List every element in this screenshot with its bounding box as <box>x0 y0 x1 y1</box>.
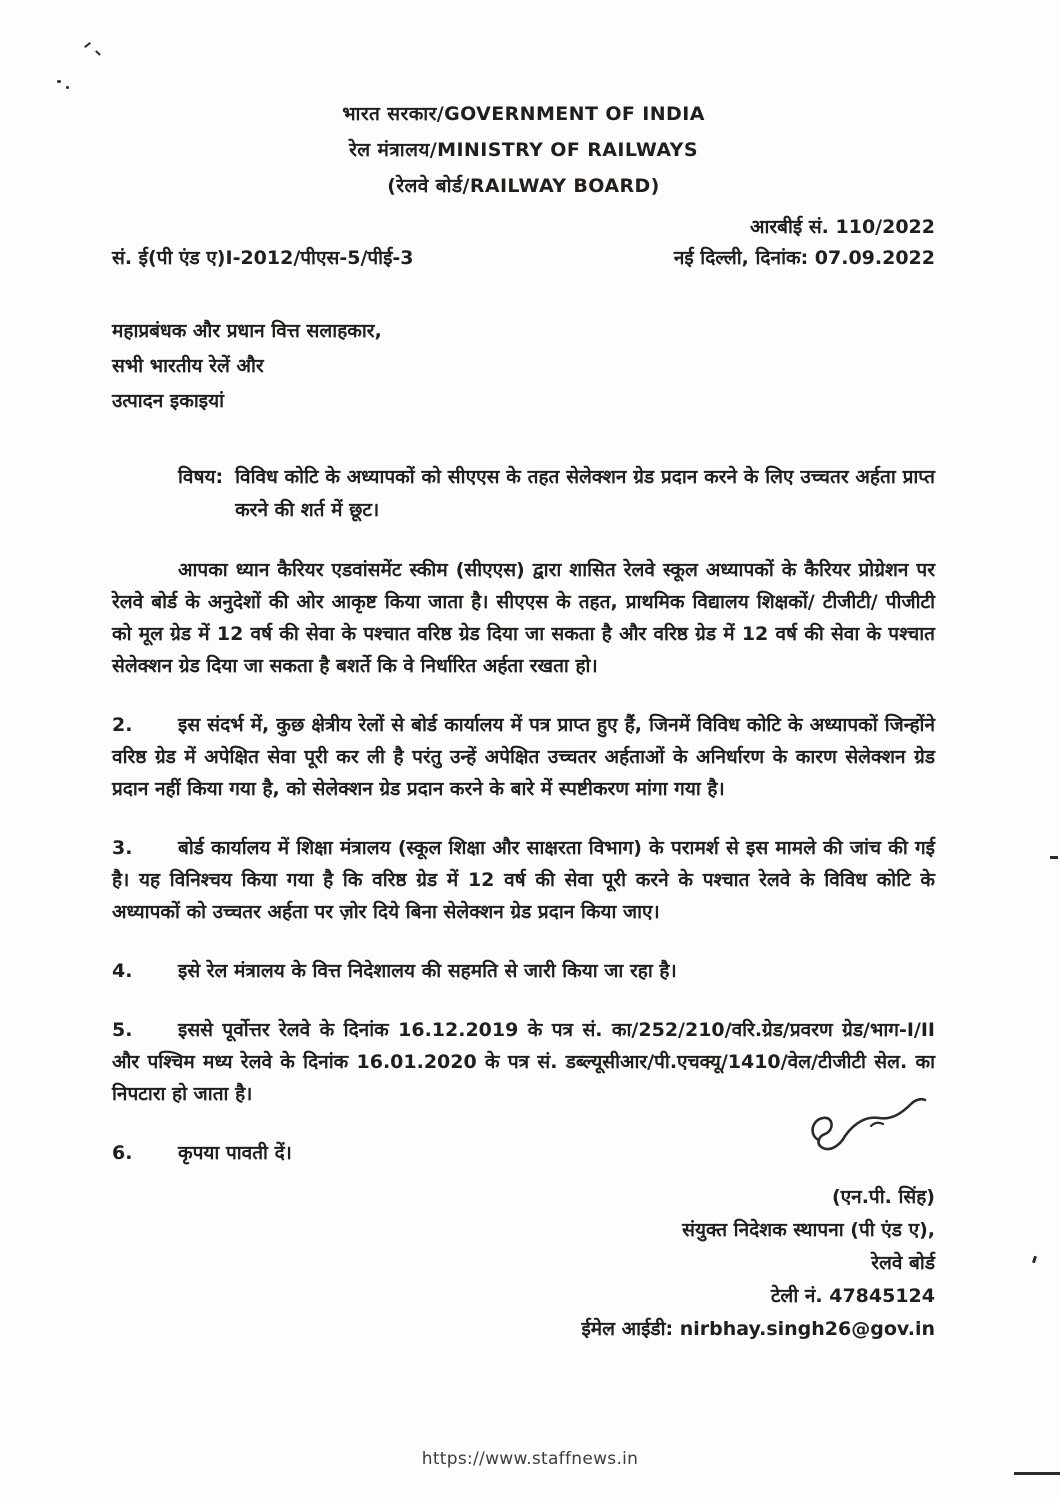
paragraph-1 <box>112 554 935 682</box>
signatory-email: ईमेल आईडी: nirbhay.singh26@gov.in <box>581 1318 935 1340</box>
paragraph-text: इसे रेल मंत्रालय के वित्त निदेशालय की सहमति से जारी किया जा रहा है। <box>178 960 677 982</box>
pen-mark <box>66 86 69 89</box>
paragraph-number: 5. <box>112 1019 133 1041</box>
handwritten-signature <box>805 1092 930 1164</box>
pen-mark <box>57 80 61 83</box>
header-ministry-line: रेल मंत्रालय/MINISTRY OF RAILWAYS <box>349 139 698 161</box>
signatory-name: (एन.पी. सिंह) <box>831 1186 935 1208</box>
signatory-telephone: टेली नं. 47845124 <box>770 1285 935 1307</box>
subject-label: विषय: <box>178 466 224 488</box>
signature-block <box>112 1181 935 1346</box>
addressee-block <box>112 314 935 419</box>
paragraph-number: 2. <box>112 714 133 736</box>
paragraph-text: आपका ध्यान कैरियर एडवांसमेंट स्कीम (सीएएस) द्वारा शासित रेलवे स्कूल अध्यापकों के कैरियर प्रोग्रेशन पर रेलवे बोर्ड के अनुदेशों की ओर आकृष्ट किया जाता है। सीएएस के तहत, प्राथमिक विद्यालय शिक्षकों/ टीजीटी/ पीजीटी को मूल ग्रेड में 12 वर्ष की सेवा के पश्चात वरिष्ठ ग्रेड दिया जा सकता है और वरिष्ठ ग्रेड में 12 वर्ष की सेवा के पश्चात सेलेक्शन ग्रेड दिया जा सकता है बशर्ते कि वे निर्धारित अर्हता रखता हो। <box>112 559 935 677</box>
paragraph-text: इससे पूर्वोत्तर रेलवे के दिनांक 16.12.2019 के पत्र सं. का/252/210/वरि.ग्रेड/प्रवरण ग्रेड/भाग-I/II और पश्चिम मध्य रेलवे के दिनांक 16.01.2020 के पत्र सं. डब्ल्यूसीआर/पी.एचक्यू/1410/वेल/टीजीटी सेल. का निपटारा हो जाता है। <box>112 1019 935 1105</box>
subject-text: विविध कोटि के अध्यापकों को सीएएस के तहत सेलेक्शन ग्रेड प्रदान करने के लिए उच्चतर अर्हता प्राप्त करने की शर्त में छूट। <box>235 466 935 521</box>
paragraph-text: इस संदर्भ में, कुछ क्षेत्रीय रेलों से बोर्ड कार्यालय में पत्र प्राप्त हुए हैं, जिनमें विविध कोटि के अध्यापकों जिन्होंने वरिष्ठ ग्रेड में अपेक्षित सेवा पूरी कर ली है परंतु उन्हें अपेक्षित उच्चतर अर्हताओं के अनिर्धारण के कारण सेलेक्शन ग्रेड प्रदान नहीं किया गया है, को सेलेक्शन ग्रेड प्रदान करने के बारे में स्पष्टीकरण मांगा गया है। <box>112 714 935 800</box>
subject-block <box>112 461 935 527</box>
addressee-line: महाप्रबंधक और प्रधान वित्त सलाहकार, <box>112 320 382 342</box>
addressee-line: उत्पादन इकाइयां <box>112 390 225 412</box>
scan-artifact <box>1050 856 1058 859</box>
paragraph-2 <box>112 709 935 805</box>
addressee-line: सभी भारतीय रेलें और <box>112 355 264 377</box>
paragraph-number: 3. <box>112 837 133 859</box>
signatory-organisation: रेलवे बोर्ड <box>871 1252 935 1274</box>
footer-watermark-url: https://www.staffnews.in <box>421 1449 639 1469</box>
paragraph-text: कृपया पावती दें। <box>178 1142 292 1164</box>
signatory-designation: संयुक्त निदेशक स्थापना (पी एंड ए), <box>682 1219 935 1241</box>
paragraph-3 <box>112 832 935 928</box>
paragraph-number: 6. <box>112 1142 133 1164</box>
scan-artifact <box>1014 1472 1060 1475</box>
letter-number: सं. ई(पी एंड ए)I-2012/पीएस-5/पीई-3 <box>112 247 414 269</box>
paragraph-number: 4. <box>112 960 133 982</box>
place-and-date: नई दिल्ली, दिनांक: 07.09.2022 <box>673 247 935 269</box>
paragraph-4 <box>112 955 935 987</box>
header-board-line: (रेलवे बोर्ड/RAILWAY BOARD) <box>387 175 660 197</box>
header-government-line: भारत सरकार/GOVERNMENT OF INDIA <box>342 103 705 125</box>
reference-row <box>112 244 935 270</box>
paragraph-text: बोर्ड कार्यालय में शिक्षा मंत्रालय (स्कूल शिक्षा और साक्षरता विभाग) के परामर्श से इस मामले की जांच की गई है। यह विनिश्चय किया गया है कि वरिष्ठ ग्रेड में 12 वर्ष की सेवा पूरी करने के पश्चात रेलवे के विविध कोटि के अध्यापकों को उच्चतर अर्हता पर ज़ोर दिये बिना सेलेक्शन ग्रेड प्रदान किया जाए। <box>112 837 935 923</box>
document-header <box>112 96 935 204</box>
rbe-number: आरबीई सं. 110/2022 <box>749 216 935 238</box>
